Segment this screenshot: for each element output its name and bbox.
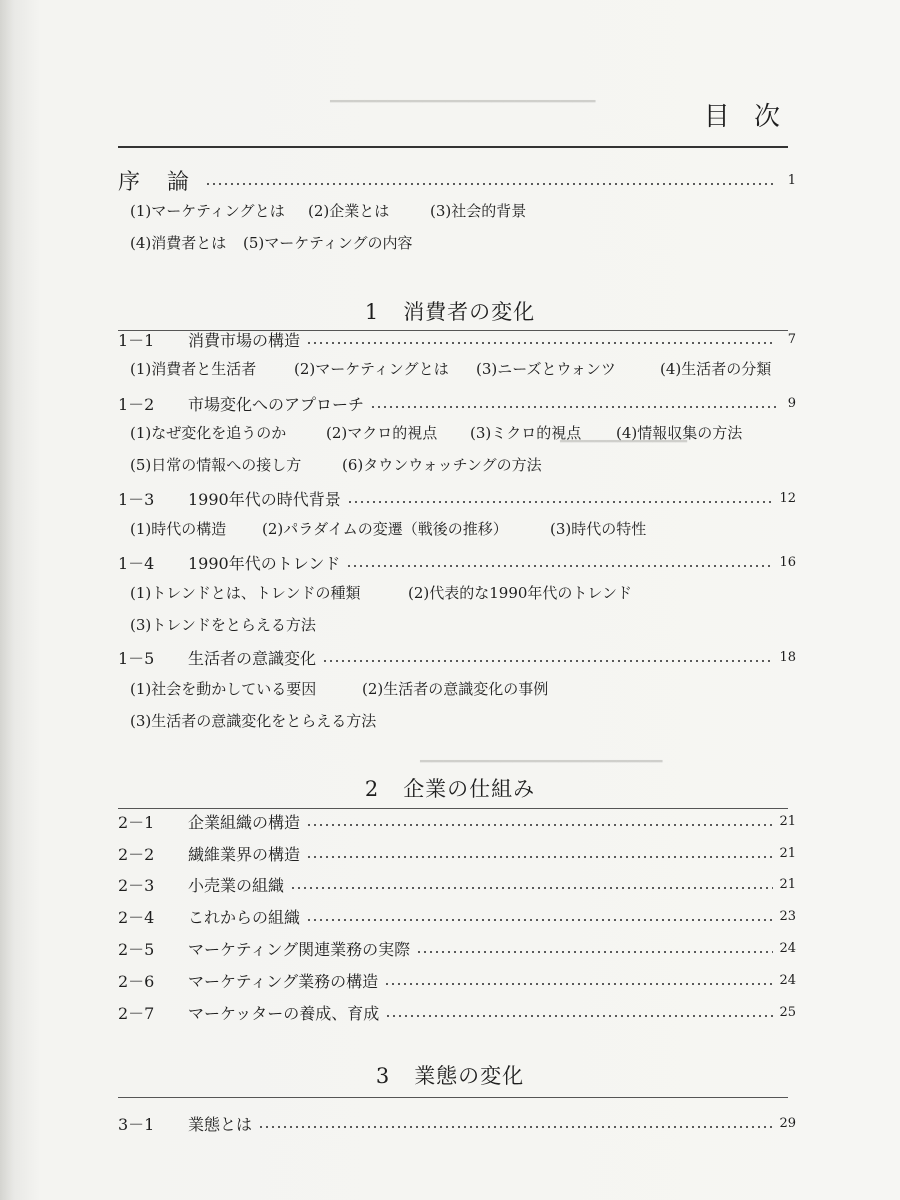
leader-dots bbox=[322, 660, 773, 662]
section-number: 2－3 bbox=[118, 875, 155, 895]
subtopic: (2)マーケティングとは bbox=[294, 360, 449, 378]
leader-dots bbox=[385, 1015, 773, 1017]
section-entry bbox=[118, 806, 796, 836]
section-entry bbox=[118, 869, 796, 899]
section-number: 2－2 bbox=[118, 844, 155, 864]
subtopic: (4)情報収集の方法 bbox=[616, 424, 743, 442]
chapter-number: 3 bbox=[375, 1064, 391, 1088]
leader-dots bbox=[306, 342, 776, 344]
page-number: 23 bbox=[779, 908, 796, 924]
section-number: 2－1 bbox=[118, 812, 155, 832]
subtopic: (1)マーケティングとは bbox=[130, 202, 285, 220]
section-entry bbox=[118, 547, 796, 577]
subtopic: (3)社会的背景 bbox=[430, 202, 527, 220]
page-number: 29 bbox=[779, 1115, 796, 1131]
section-entry bbox=[118, 1108, 796, 1138]
page-number: 21 bbox=[779, 876, 796, 892]
subtopic: (3)トレンドをとらえる方法 bbox=[130, 616, 316, 634]
section-entry bbox=[118, 483, 796, 513]
section-number: 1－5 bbox=[118, 648, 155, 668]
chapter-number: 1 bbox=[364, 300, 380, 324]
section-title: マーケティング関連業務の実際 bbox=[188, 939, 411, 959]
section-number: 2－6 bbox=[118, 971, 155, 991]
chapter-title: 消費者の変化 bbox=[403, 300, 536, 324]
leader-dots bbox=[205, 183, 776, 185]
page-number: 21 bbox=[779, 813, 796, 829]
section-number: 3－1 bbox=[118, 1114, 155, 1134]
section-title: 1990年代のトレンド bbox=[188, 553, 341, 573]
subtopic: (1)社会を動かしている要因 bbox=[130, 680, 317, 698]
leader-dots bbox=[306, 824, 773, 826]
section-entry bbox=[118, 901, 796, 931]
subtopic: (1)消費者と生活者 bbox=[130, 360, 257, 378]
section-entry bbox=[118, 997, 796, 1027]
section-entry bbox=[118, 838, 796, 868]
section-title: マーケティング業務の構造 bbox=[188, 971, 379, 991]
subtopic: (3)ミクロ的視点 bbox=[470, 424, 582, 442]
subtopic: (2)企業とは bbox=[308, 202, 390, 220]
page-number: 7 bbox=[787, 331, 796, 347]
section-number: 1－2 bbox=[118, 394, 155, 414]
page-number: 1 bbox=[787, 172, 796, 188]
page-title: 目 次 bbox=[703, 102, 788, 132]
subtopic: (4)消費者とは bbox=[130, 234, 227, 252]
section-title: 市場変化へのアプローチ bbox=[188, 394, 365, 414]
chapter-heading-2 bbox=[0, 773, 900, 803]
section-entry bbox=[118, 388, 796, 418]
section-title: 業態とは bbox=[188, 1114, 253, 1134]
page-number: 24 bbox=[779, 972, 796, 988]
leader-dots bbox=[384, 983, 773, 985]
section-number: 1－4 bbox=[118, 553, 155, 573]
page-number: 21 bbox=[779, 845, 796, 861]
section-number: 1－1 bbox=[118, 330, 155, 350]
preface-entry bbox=[118, 165, 796, 195]
chapter-rule bbox=[118, 1097, 788, 1098]
section-number: 2－7 bbox=[118, 1003, 155, 1023]
section-title: 小売業の組織 bbox=[188, 875, 285, 895]
section-title: 消費市場の構造 bbox=[188, 330, 301, 350]
section-entry bbox=[118, 965, 796, 995]
subtopic: (2)マクロ的視点 bbox=[326, 424, 438, 442]
subtopic: (3)ニーズとウォンツ bbox=[476, 360, 616, 378]
leader-dots bbox=[370, 406, 776, 408]
leader-dots bbox=[347, 501, 774, 503]
section-number: 2－5 bbox=[118, 939, 155, 959]
page-number: 16 bbox=[779, 554, 796, 570]
section-title: マーケッターの養成、育成 bbox=[188, 1003, 380, 1023]
subtopic: (1)トレンドとは、トレンドの種類 bbox=[130, 584, 361, 602]
preface-title: 序 論 bbox=[118, 169, 199, 195]
chapter-title: 業態の変化 bbox=[414, 1064, 525, 1088]
toc-page: ▔▔▔▔▔▔▔▔▔▔▔▔▔▔▔▔▔▔▔▔▔▔▔ ▔▔▔▔▔▔▔▔▔▔▔ ▔▔▔▔▔▔▔▔▔▔▔▔▔▔▔▔▔▔▔▔▔ 目 次 序 論 1 (1)マーケティングとは (2)企業とは (3)社会的背景 (4)消費者とは (5)マーケティングの内容 1 消費者の変化 1－1 消費市場の構造 7 (1)消費者と生活者 (2)マーケティングとは (3)ニーズとウォンツ (4)生活者の分類 1－2 市場変化へのアプローチ 9 (1)なぜ変化を追うのか (2)マクロ的視点 (3)ミクロ的視点 (4)情報収集の方法 (5)日常の情報への接し方 (6)タウンウォッチングの方法 1－3 1990年代の時代背景 12 (1)時代の構造 (2)パラダイムの変遷（戦後の推移） (3)時代の特性 1－4 1990年代のトレンド 16 (1)トレンドとは、トレンドの種類 (2)代表的な1990年代のトレンド (3)トレンドをとらえる方法 1－5 生活者の意識変化 18 (1)社会を動かしている要因 (2)生活者の意識変化の事例 (3)生活者の意識変化をとらえる方法 2 企業の仕組み 2－1 企業組織の構造 21 2－2 繊維業界の構造 21 2－3 小売業の組織 21 2－4 これからの組織 23 2－5 マーケティング関連業務の実際 24 2－6 マーケティング業務の構造 24 2－7 マーケッターの養成、育成 25 3 業態の変化 3－1 業態とは 29 bbox=[0, 0, 900, 1200]
subtopic: (5)日常の情報への接し方 bbox=[130, 456, 302, 474]
page-number: 18 bbox=[779, 649, 796, 665]
leader-dots bbox=[346, 565, 773, 567]
subtopic: (5)マーケティングの内容 bbox=[243, 234, 413, 252]
page-number: 25 bbox=[779, 1004, 796, 1020]
subtopic: (6)タウンウォッチングの方法 bbox=[342, 456, 542, 474]
subtopic: (1)時代の構造 bbox=[130, 520, 227, 538]
section-title: 繊維業界の構造 bbox=[188, 844, 301, 864]
section-entry bbox=[118, 642, 796, 672]
section-title: これからの組織 bbox=[188, 907, 301, 927]
section-number: 1－3 bbox=[118, 489, 155, 509]
chapter-title: 企業の仕組み bbox=[403, 777, 536, 801]
leader-dots bbox=[290, 887, 773, 889]
chapter-heading-1 bbox=[0, 296, 900, 326]
leader-dots bbox=[306, 856, 773, 858]
chapter-number: 2 bbox=[364, 777, 380, 801]
subtopic: (2)代表的な1990年代のトレンド bbox=[408, 584, 633, 602]
section-number: 2－4 bbox=[118, 907, 155, 927]
chapter-heading-3 bbox=[0, 1060, 900, 1090]
section-title: 1990年代の時代背景 bbox=[188, 489, 341, 509]
section-title: 生活者の意識変化 bbox=[188, 648, 317, 668]
leader-dots bbox=[306, 919, 773, 921]
page-number: 12 bbox=[779, 490, 796, 506]
leader-dots bbox=[416, 951, 773, 953]
subtopic: (3)時代の特性 bbox=[550, 520, 647, 538]
subtopic: (2)パラダイムの変遷（戦後の推移） bbox=[262, 520, 508, 538]
title-rule bbox=[118, 146, 788, 148]
leader-dots bbox=[258, 1126, 773, 1128]
subtopic: (2)生活者の意識変化の事例 bbox=[362, 680, 549, 698]
subtopic: (3)生活者の意識変化をとらえる方法 bbox=[130, 712, 377, 730]
subtopic: (4)生活者の分類 bbox=[660, 360, 772, 378]
page-number: 24 bbox=[779, 940, 796, 956]
section-title: 企業組織の構造 bbox=[188, 812, 301, 832]
section-entry bbox=[118, 324, 796, 354]
page-number: 9 bbox=[787, 395, 796, 411]
subtopic: (1)なぜ変化を追うのか bbox=[130, 424, 287, 442]
section-entry bbox=[118, 933, 796, 963]
